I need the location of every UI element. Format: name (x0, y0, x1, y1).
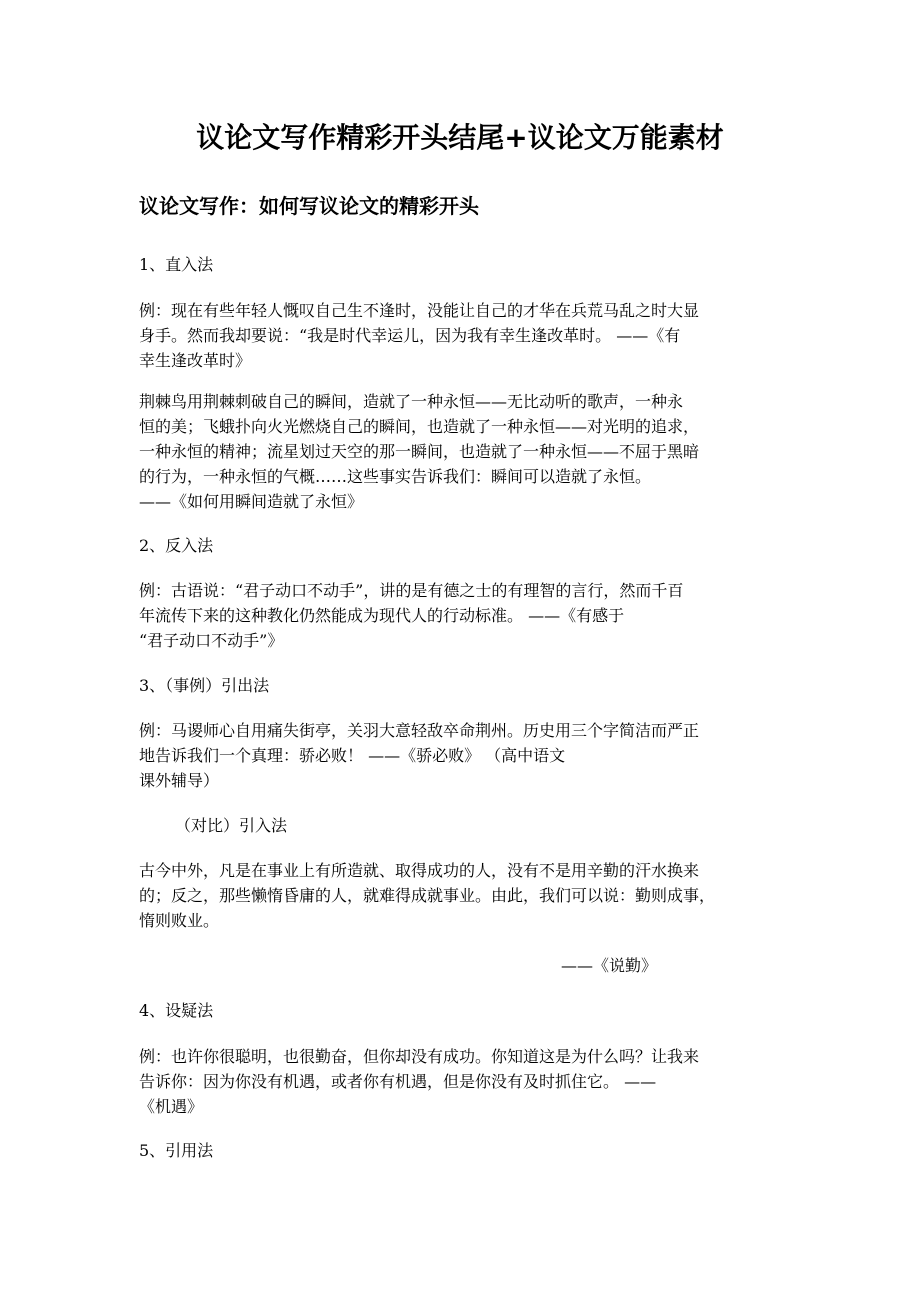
example-paragraph-2 (139, 389, 791, 514)
text-line: 幸生逢改革时》 (139, 351, 252, 370)
heading-contrast-method: （对比）引入法 (175, 816, 288, 835)
source-citation: ——《如何用瞬间造就了永恒》 (139, 492, 364, 511)
text-line: 荆棘鸟用荆棘刺破自己的瞬间，造就了一种永恒——无比动听的歌声，一种永 (139, 392, 684, 411)
text-line: 的；反之，那些懒惰昏庸的人，就难得成就事业。由此，我们可以说：勤则成事， (139, 886, 716, 905)
text-line: 一种永恒的精神；流星划过天空的那一瞬间，也造就了一种永恒——不屈于黑暗 (139, 442, 700, 461)
text-line: 例：现在有些年轻人慨叹自己生不逢时，没能让自己的才华在兵荒马乱之时大显 (139, 301, 700, 320)
text-line: 身手。然而我却要说：“我是时代幸运儿，因为我有幸生逢改革时。 ——《有 (139, 326, 681, 345)
example-paragraph-5 (139, 858, 791, 933)
heading-question-method: 4、设疑法 (139, 1001, 214, 1020)
example-paragraph-6 (139, 1044, 791, 1119)
text-line: 例：马谡师心自用痛失街亭，关羽大意轻敌卒命荆州。历史用三个字简洁而严正 (139, 721, 700, 740)
text-line: 惰则败业。 (139, 911, 220, 930)
heading-reverse-method: 2、反入法 (139, 536, 214, 555)
document-title: 议论文写作精彩开头结尾+议论文万能素材 (196, 121, 724, 154)
text-line: 例：古语说：“君子动口不动手”，讲的是有德之士的有理智的言行，然而千百 (139, 581, 684, 600)
section-subtitle: 议论文写作：如何写议论文的精彩开头 (139, 194, 479, 218)
heading-quote-method: 5、引用法 (139, 1141, 214, 1160)
example-paragraph-4 (139, 718, 791, 793)
text-line: 《机遇》 (139, 1097, 204, 1116)
text-line: 课外辅导） (139, 771, 220, 790)
source-citation: ——《说勤》 (560, 956, 657, 975)
heading-example-method: 3、（事例）引出法 (139, 676, 270, 695)
text-line: 恒的美；飞蛾扑向火光燃烧自己的瞬间，也造就了一种永恒——对光明的追求， (139, 417, 700, 436)
text-line: 地告诉我们一个真理：骄必败！ ——《骄必败》 （高中语文 (139, 746, 566, 765)
text-line: “君子动口不动手”》 (139, 631, 284, 650)
text-line: 告诉你：因为你没有机遇，或者你有机遇，但是你没有及时抓住它。 —— (139, 1072, 657, 1091)
text-line: 年流传下来的这种教化仍然能成为现代人的行动标准。 ——《有感于 (139, 606, 625, 625)
text-line: 例：也许你很聪明，也很勤奋，但你却没有成功。你知道这是为什么吗？让我来 (139, 1047, 700, 1066)
text-line: 古今中外，凡是在事业上有所造就、取得成功的人，没有不是用辛勤的汗水换来 (139, 861, 700, 880)
text-line: 的行为，一种永恒的气概……这些事实告诉我们：瞬间可以造就了永恒。 (139, 467, 652, 486)
example-paragraph-1 (139, 298, 791, 373)
heading-direct-method: 1、直入法 (139, 255, 214, 274)
example-paragraph-3 (139, 578, 791, 653)
